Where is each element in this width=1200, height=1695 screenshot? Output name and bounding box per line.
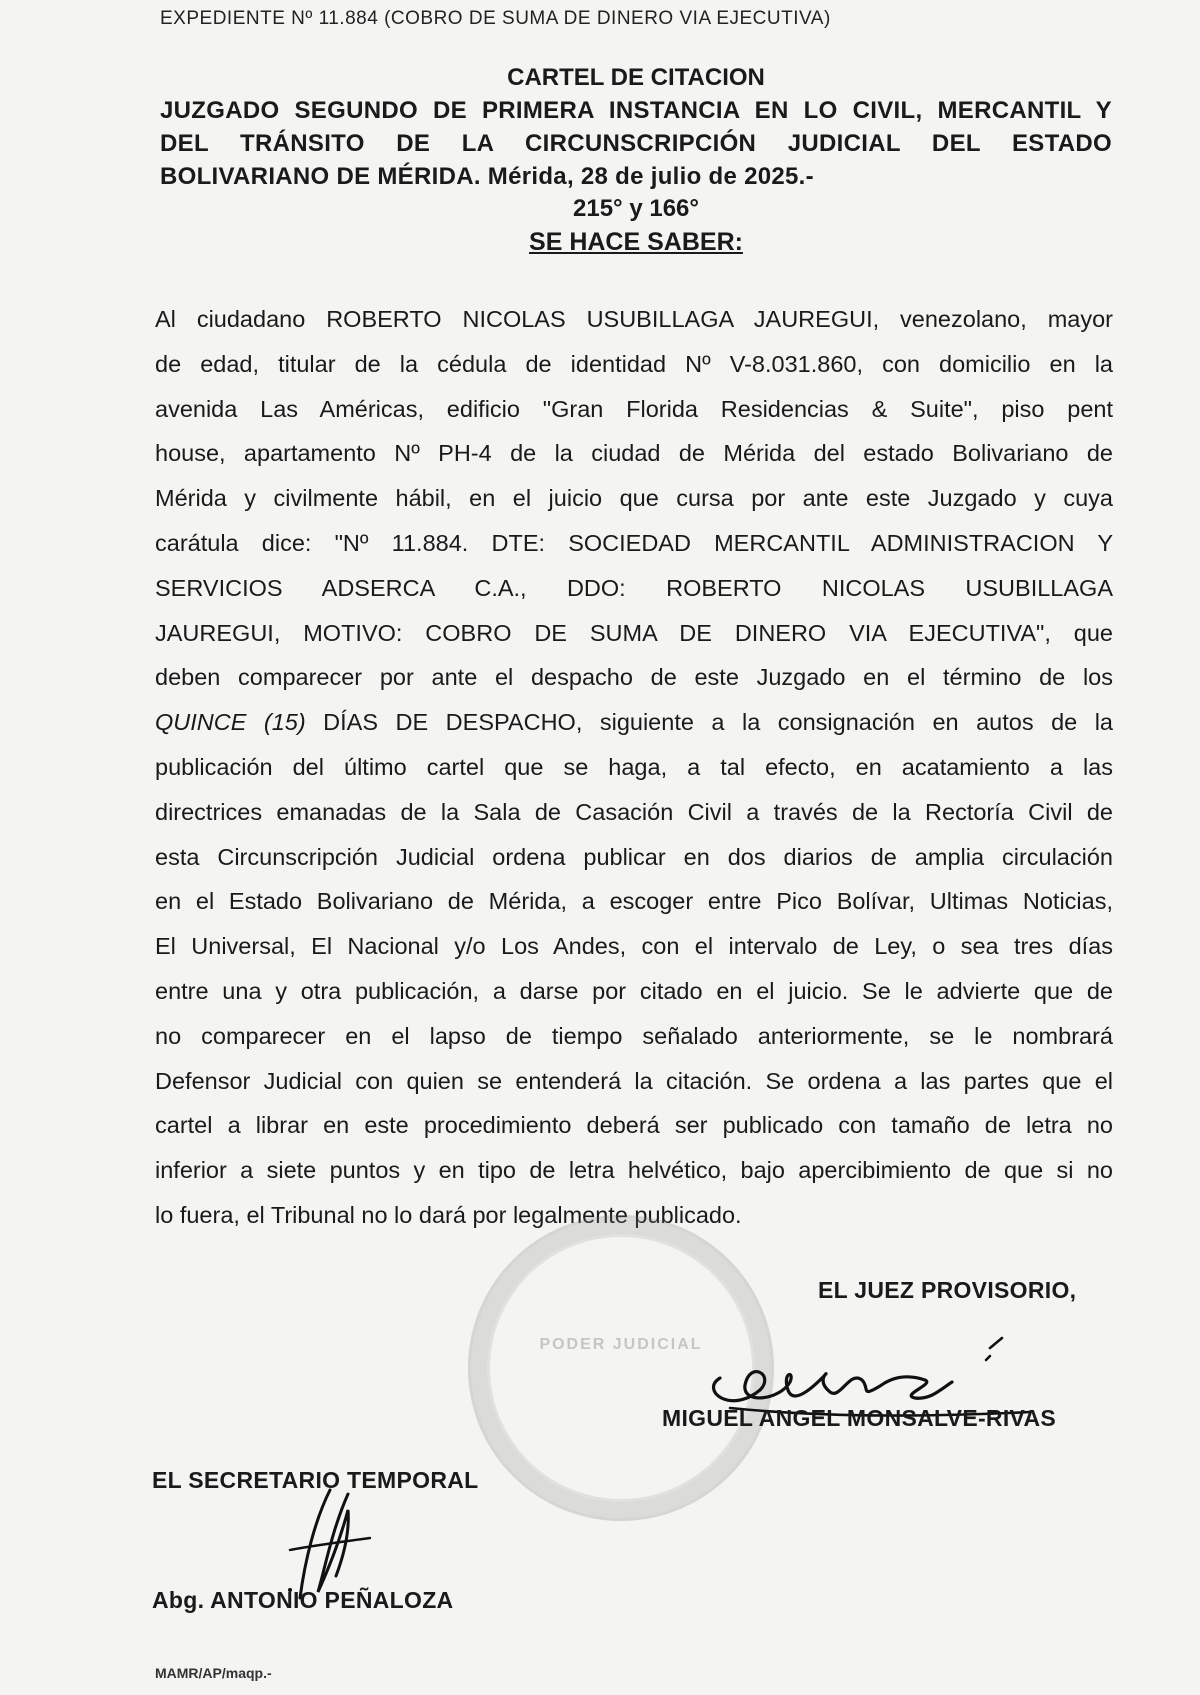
body-line: entre una y otra publicación, a darse por citado en el juicio. Se le advierte que de	[155, 977, 1113, 1004]
judge-title: EL JUEZ PROVISORIO,	[818, 1277, 1077, 1303]
body-line: avenida Las Américas, edificio "Gran Florida Residencias & Suite", piso pent	[155, 395, 1113, 422]
body-line: de edad, titular de la cédula de identidad Nº V-8.031.860, con domicilio en la	[155, 350, 1113, 377]
document-heading	[160, 62, 1112, 259]
body-line: directrices emanadas de la Sala de Casación Civil a través de la Rectoría Civil de	[155, 798, 1113, 825]
court-line: BOLIVARIANO DE MÉRIDA. Mérida, 28 de julio de 2025.-	[160, 163, 814, 190]
stamp-text: PODER JUDICIAL	[539, 1336, 703, 1353]
body-line: en el Estado Bolivariano de Mérida, a escoger entre Pico Bolívar, Ultimas Noticias,	[155, 888, 1113, 915]
quince-rest: DÍAS DE DESPACHO, siguiente a la consignación en autos de la	[305, 709, 1113, 736]
years-line: 215° y 166°	[573, 195, 699, 222]
body-line: El Universal, El Nacional y/o Los Andes, con el intervalo de Ley, o sea tres días	[155, 933, 1113, 960]
body-line-quince	[155, 700, 1113, 745]
body-line: cartel a librar en este procedimiento deberá ser publicado con tamaño de letra no	[155, 1112, 1113, 1139]
se-hace-saber: SE HACE SABER:	[529, 228, 743, 256]
body-line: carátula dice: "Nº 11.884. DTE: SOCIEDAD MERCANTIL ADMINISTRACION Y	[155, 529, 1113, 556]
body-line: publicación del último cartel que se haga, a tal efecto, en acatamiento a las	[155, 753, 1113, 780]
secretary-title: EL SECRETARIO TEMPORAL	[152, 1467, 479, 1493]
body-line: house, apartamento Nº PH-4 de la ciudad de Mérida del estado Bolivariano de	[155, 440, 1113, 467]
body-line: SERVICIOS ADSERCA C.A., DDO: ROBERTO NICOLAS USUBILLAGA	[155, 574, 1113, 601]
expediente-header: EXPEDIENTE Nº 11.884 (COBRO DE SUMA DE DINERO VIA EJECUTIVA)	[160, 8, 831, 29]
body-line: Al ciudadano ROBERTO NICOLAS USUBILLAGA JAUREGUI, venezolano, mayor	[155, 306, 1113, 332]
judge-name: MIGUEL ANGEL MONSALVE-RIVAS	[662, 1405, 1057, 1431]
court-line: DEL TRÁNSITO DE LA CIRCUNSCRIPCIÓN JUDICIAL DEL ESTADO	[160, 130, 1112, 157]
body-line: no comparecer en el lapso de tiempo señalado anteriormente, se le nombrará	[155, 1022, 1113, 1049]
court-line: JUZGADO SEGUNDO DE PRIMERA INSTANCIA EN LO CIVIL, MERCANTIL Y	[160, 97, 1112, 124]
footer-initials: MAMR/AP/maqp.-	[155, 1665, 272, 1681]
body-line: lo fuera, el Tribunal no lo dará por legalmente publicado.	[155, 1201, 742, 1228]
body-line: Mérida y civilmente hábil, en el juicio que cursa por ante este Juzgado y cuya	[155, 485, 1113, 512]
body-line: esta Circunscripción Judicial ordena publicar en dos diarios de amplia circulación	[155, 843, 1113, 870]
secretary-name: Abg. ANTONIO PEÑALOZA	[152, 1587, 454, 1613]
court-name	[160, 94, 1112, 193]
body-line: Defensor Judicial con quien se entenderá la citación. Se ordena a las partes que el	[155, 1067, 1113, 1094]
citation-body	[155, 297, 1113, 1238]
body-line: inferior a siete puntos y en tipo de letra helvético, bajo apercibimiento de que si no	[155, 1157, 1113, 1184]
body-line: JAUREGUI, MOTIVO: COBRO DE SUMA DE DINERO VIA EJECUTIVA", que	[155, 619, 1113, 646]
document-title: CARTEL DE CITACION	[507, 64, 765, 91]
body-line: deben comparecer por ante el despacho de este Juzgado en el término de los	[155, 664, 1113, 691]
quince-italic: QUINCE (15)	[155, 709, 306, 736]
